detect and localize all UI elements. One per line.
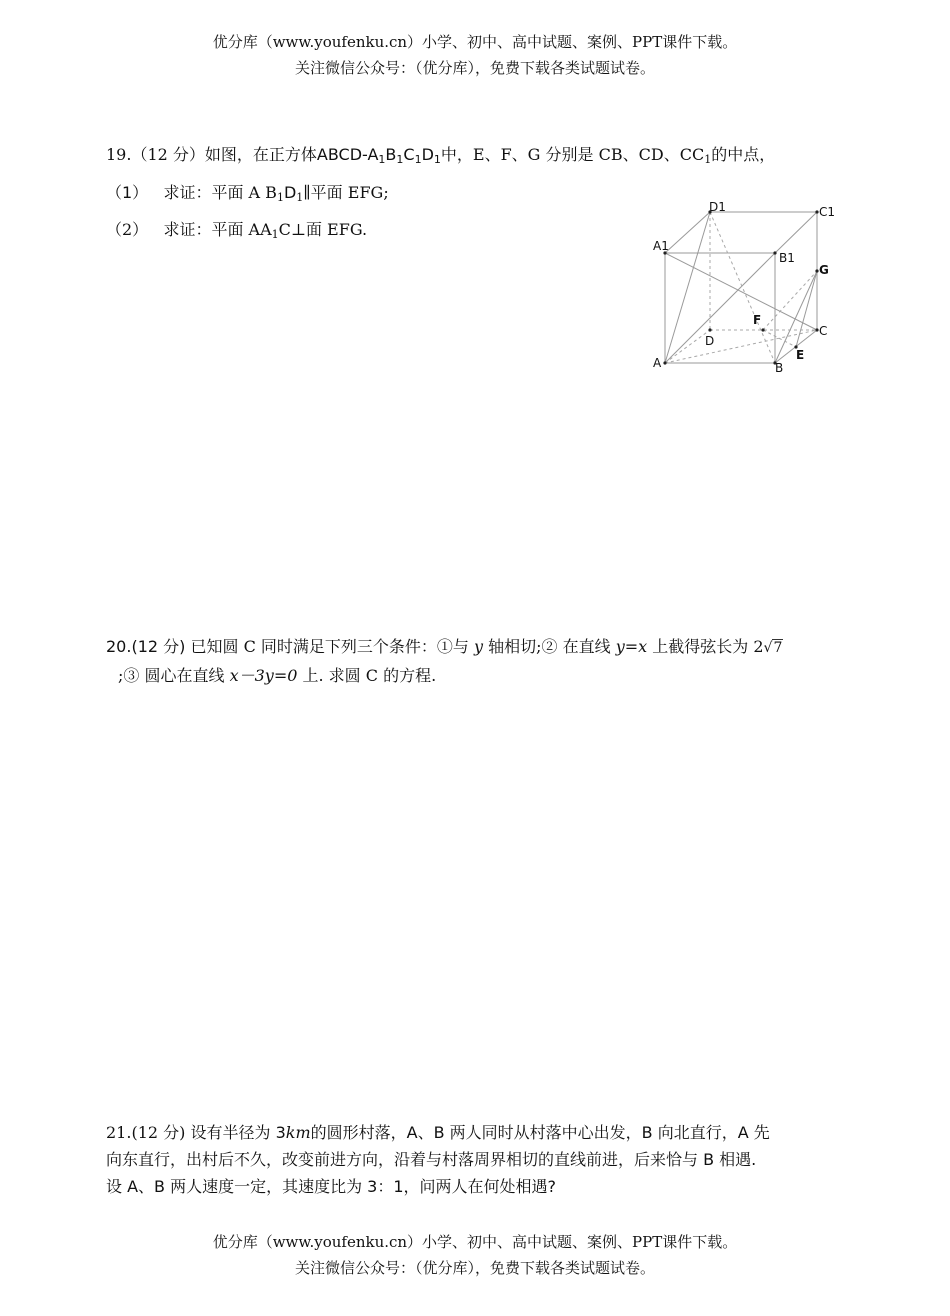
- label-a: A: [653, 356, 662, 370]
- q19-part-1: （1） 求证：平面 A $B_1D_1\parallel$平面 EFG;: [106, 183, 389, 204]
- hidden-line-f-e: [763, 330, 796, 347]
- q20-line-2: ;③ 圆心在直线 x－3y=0 上. 求圆 C 的方程.: [118, 666, 437, 685]
- label-f: F: [753, 313, 762, 327]
- label-e: E: [796, 348, 805, 362]
- hidden-edge-a-d: [665, 330, 710, 363]
- q21-line-3: 设 A、B 两人速度一定，其速度比为 3：1，问两人在何处相遇?: [106, 1177, 557, 1196]
- label-g: G: [819, 263, 829, 277]
- hidden-diag-a-c: [665, 330, 817, 363]
- label-c: C: [819, 324, 828, 338]
- q19-end: 的中点，: [711, 145, 776, 164]
- point-a: [663, 361, 666, 364]
- label-a1: A1: [653, 239, 669, 253]
- label-d: D: [705, 334, 715, 348]
- label-c1: C1: [819, 205, 836, 219]
- label-b1: B1: [779, 251, 795, 265]
- q21-line-1: 21.(12 分) 设有半径为 3km的圆形村落，A、B 两人同时从村落中心出发，B 向北直行，A 先: [106, 1123, 770, 1142]
- q19-part-2: （2） 求证：平面 $AA_1C\perp$面 EFG.: [106, 220, 368, 241]
- sqrt-sign: √: [763, 640, 773, 656]
- header-line-1: 优分库（www.youfenku.cn）小学、初中、高中试题、案例、PPT课件下载。: [212, 33, 738, 51]
- q19-rest: 中，E、F、G 分别是 CB、CD、CC: [440, 145, 705, 164]
- point-d: [708, 328, 711, 331]
- q21-line-2: 向东直行，出村后不久，改变前进方向，沿着与村落周界相切的直线前进，后来恰与 B 相遇.: [106, 1150, 757, 1169]
- q19-number: 19.（12 分）如图，在正方体: [106, 145, 317, 164]
- q20-line-1: 20.(12 分) 已知圆 C 同时满足下列三个条件：①与 y 轴相切;② 在直线 y=x 上截得弦长为 2√7: [106, 637, 783, 656]
- label-d1: D1: [709, 200, 726, 214]
- q20-number: 20.(12 分): [106, 637, 186, 656]
- hidden-diag-d1-b: [710, 212, 775, 363]
- q19-cube-name: ABCD-$A_1B_1C_1D_1$: [316, 145, 441, 166]
- label-b: B: [775, 361, 784, 375]
- header-line-2: 关注微信公众号：（优分库），免费下载各类试题试卷。: [294, 59, 655, 77]
- edge-b1-c1: [775, 212, 817, 253]
- point-b1: [773, 251, 776, 254]
- q19-stem: 19.（12 分）如图，在正方体ABCD-$A_1B_1C_1D_1$中，E、F、G 分别是 CB、CD、$CC_1$的中点，: [106, 145, 776, 166]
- q21-number: 21.(12 分): [106, 1123, 186, 1142]
- footer-line-1: 优分库（www.youfenku.cn）小学、初中、高中试题、案例、PPT课件下载。: [212, 1233, 738, 1251]
- cube-figure: [645, 195, 845, 380]
- sqrt-value: 7: [773, 640, 783, 656]
- edge-a1-d1: [665, 212, 710, 253]
- footer-line-2: 关注微信公众号：（优分库），免费下载各类试题试卷。: [294, 1259, 655, 1277]
- point-f: [761, 328, 764, 331]
